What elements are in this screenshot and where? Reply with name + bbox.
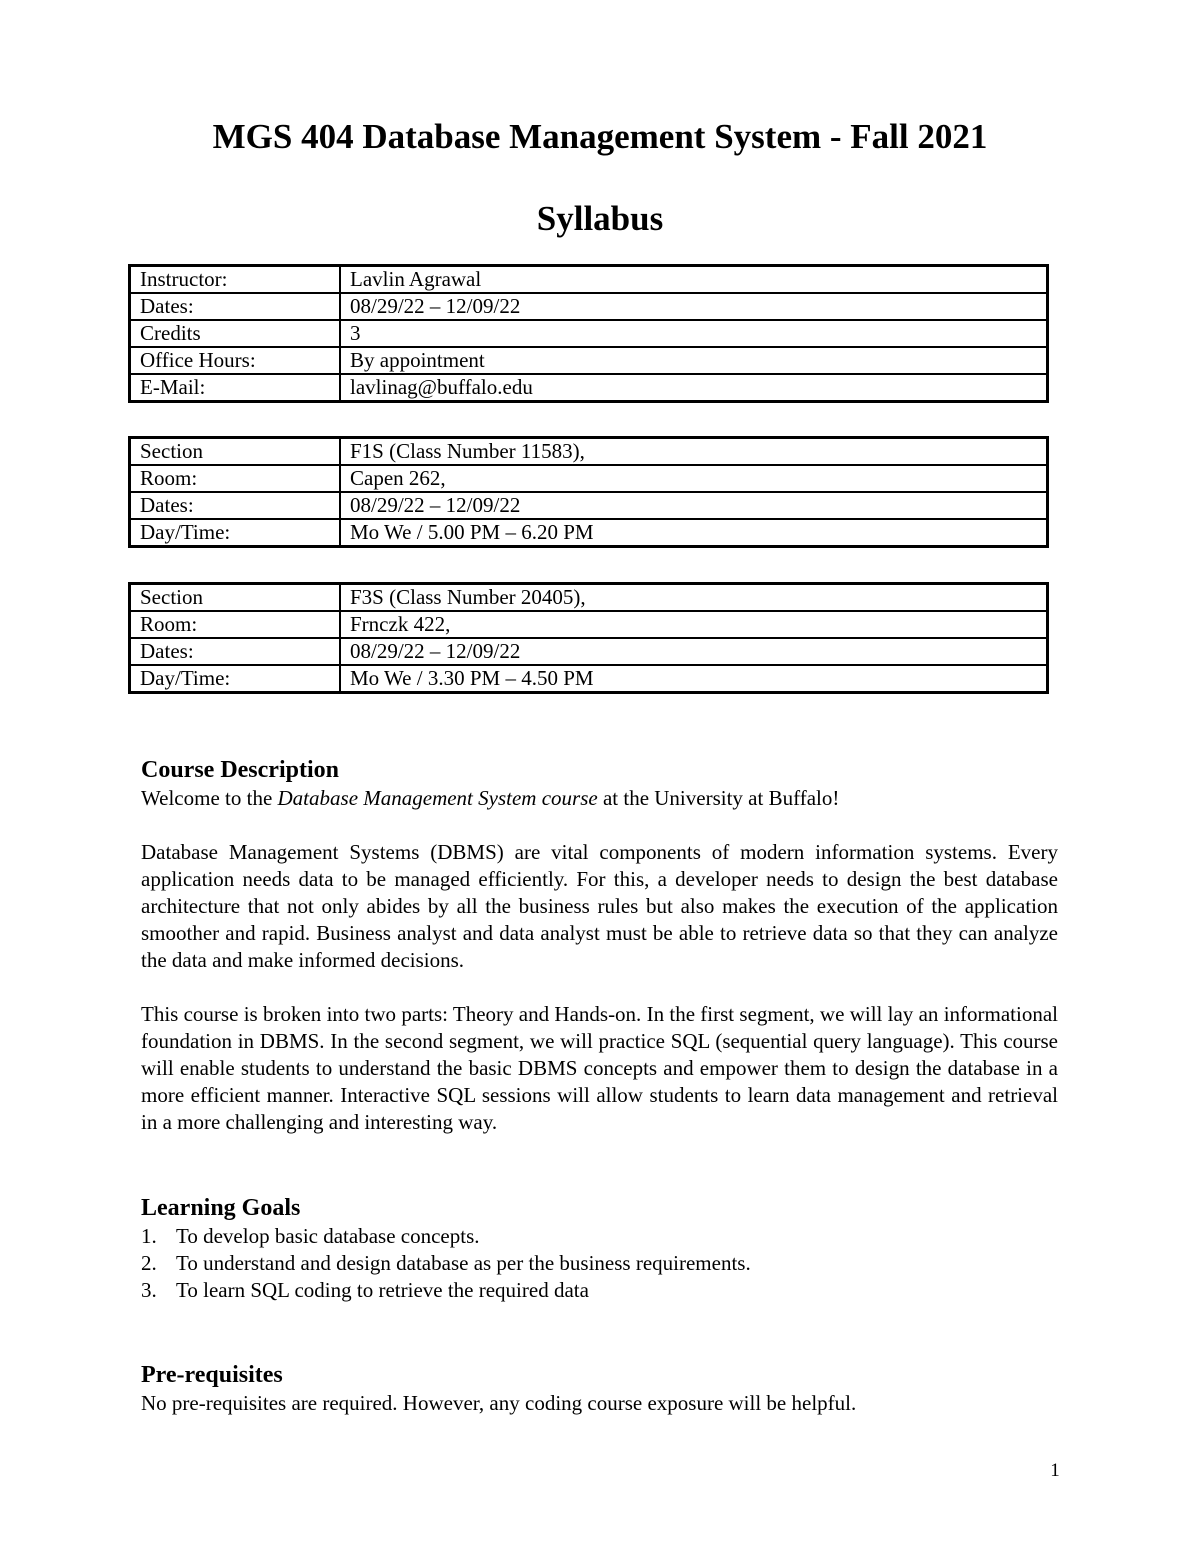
table-row — [130, 293, 1048, 320]
table-row — [130, 320, 1048, 347]
instructor-info-table — [128, 264, 1049, 403]
page-number: 1 — [1050, 1460, 1060, 1481]
row-value: 08/29/22 – 12/09/22 — [340, 492, 1048, 519]
row-value: Mo We / 3.30 PM – 4.50 PM — [340, 665, 1048, 693]
section-f3s-table — [128, 582, 1049, 694]
welcome-prefix: Welcome to the — [141, 786, 278, 810]
email-value: lavlinag@buffalo.edu — [340, 374, 1048, 402]
row-value: Mo We / 5.00 PM – 6.20 PM — [340, 519, 1048, 547]
learning-goals-section — [141, 1193, 1058, 1304]
row-label: Office Hours: — [130, 347, 341, 374]
table-row — [130, 519, 1048, 547]
list-number: 1. — [141, 1224, 157, 1248]
row-label: Day/Time: — [130, 665, 341, 693]
list-number: 3. — [141, 1278, 157, 1302]
prerequisites-section — [141, 1360, 1058, 1417]
list-number: 2. — [141, 1251, 157, 1275]
course-description-section — [141, 755, 1058, 1136]
row-label: Instructor: — [130, 266, 341, 294]
row-value: F3S (Class Number 20405), — [340, 584, 1048, 612]
row-label: Day/Time: — [130, 519, 341, 547]
row-label: Dates: — [130, 293, 341, 320]
list-item — [141, 1250, 1058, 1277]
row-value: F1S (Class Number 11583), — [340, 438, 1048, 466]
row-value: 3 — [340, 320, 1048, 347]
prerequisites-text: No pre-requisites are required. However, any coding course exposure will be helpful. — [141, 1391, 857, 1415]
row-label: E-Mail: — [130, 374, 341, 402]
learning-goals-heading: Learning Goals — [141, 1195, 301, 1221]
table-row — [130, 465, 1048, 492]
list-text: To understand and design database as per the business requirements. — [176, 1251, 751, 1275]
welcome-course-name: Database Management System course — [277, 786, 598, 810]
list-text: To learn SQL coding to retrieve the required data — [176, 1278, 589, 1302]
list-item — [141, 1277, 1058, 1304]
table-row — [130, 611, 1048, 638]
row-value: Lavlin Agrawal — [340, 266, 1048, 294]
list-item — [141, 1223, 1058, 1250]
course-description-heading: Course Description — [141, 757, 339, 783]
row-label: Dates: — [130, 492, 341, 519]
description-paragraph-1: Database Management Systems (DBMS) are vital components of modern information systems. Every application needs data to be managed efficiently. For this, a developer needs to design the best database architecture that not only abides by all the business rules but also makes the execution of the application smoother and rapid. Business analyst and data analyst must be able to retrieve data so that they can analyze the data and make informed decisions. — [141, 840, 1058, 972]
page-subtitle: Syllabus — [536, 199, 664, 238]
description-paragraph-2: This course is broken into two parts: Theory and Hands-on. In the first segment, we will lay an informational foundation in DBMS. In the second segment, we will practice SQL (sequential query language). This course will enable students to understand the basic DBMS concepts and empower them to design the database in a more efficient manner. Interactive SQL sessions will allow students to learn data management and retrieval in a more challenging and interesting way. — [141, 1002, 1058, 1134]
table-row — [130, 584, 1048, 612]
prerequisites-heading: Pre-requisites — [141, 1362, 283, 1388]
table-row — [130, 492, 1048, 519]
table-row — [130, 374, 1048, 402]
welcome-line — [141, 785, 1058, 812]
row-value: 08/29/22 – 12/09/22 — [340, 638, 1048, 665]
row-label: Room: — [130, 465, 341, 492]
section-f1s-table — [128, 436, 1049, 548]
row-label: Credits — [130, 320, 341, 347]
welcome-suffix: at the University at Buffalo! — [597, 786, 840, 810]
row-label: Section — [130, 438, 341, 466]
row-label: Room: — [130, 611, 341, 638]
table-row — [130, 347, 1048, 374]
table-row — [130, 665, 1048, 693]
row-value: Capen 262, — [340, 465, 1048, 492]
table-row — [130, 638, 1048, 665]
row-value: Frnczk 422, — [340, 611, 1048, 638]
table-row — [130, 266, 1048, 294]
row-label: Section — [130, 584, 341, 612]
page-title: MGS 404 Database Management System - Fall 2021 — [212, 117, 988, 156]
row-value: 08/29/22 – 12/09/22 — [340, 293, 1048, 320]
table-row — [130, 438, 1048, 466]
row-label: Dates: — [130, 638, 341, 665]
row-value: By appointment — [340, 347, 1048, 374]
learning-goals-list — [141, 1223, 1058, 1304]
list-text: To develop basic database concepts. — [176, 1224, 480, 1248]
